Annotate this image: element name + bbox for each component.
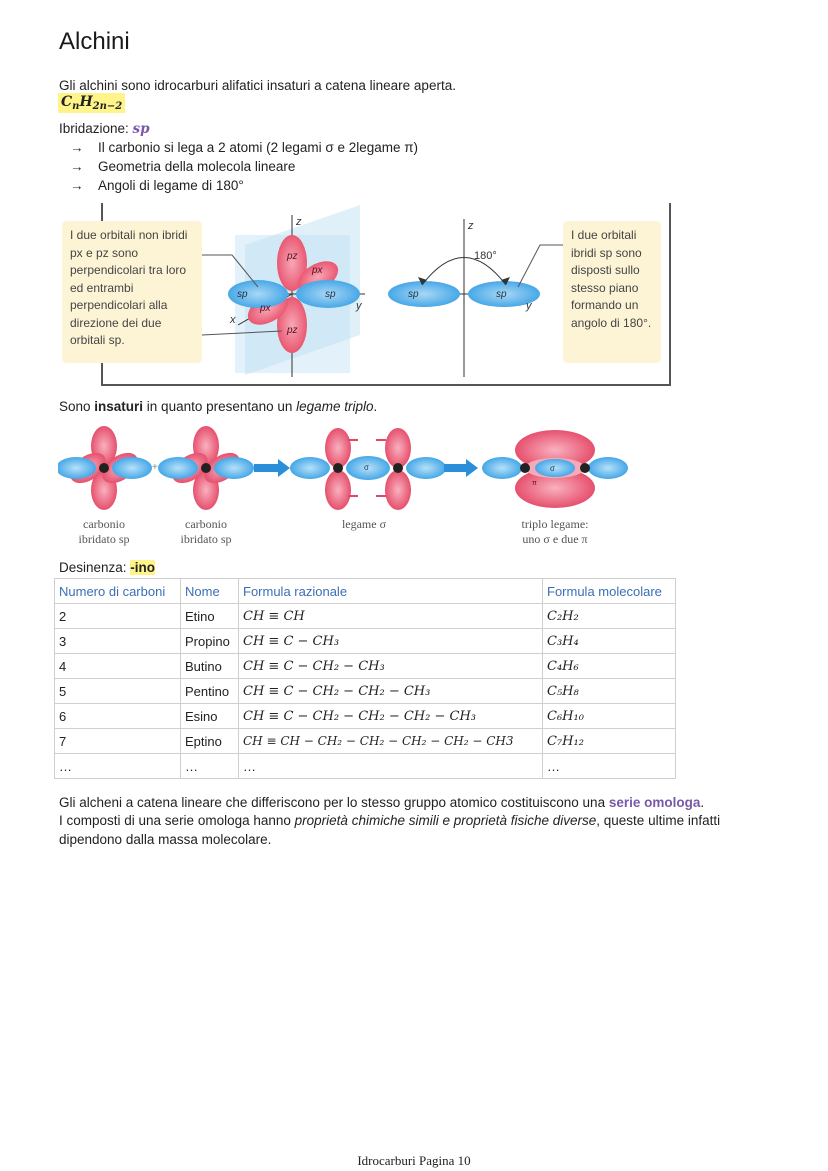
sp-label: sp — [408, 289, 419, 300]
carbon-atom-1 — [58, 426, 152, 510]
hybridization-line: Ibridazione: sp — [59, 121, 150, 137]
column-header: Nome — [181, 579, 239, 604]
closing-line-2: I composti di una serie omologa hanno proprietà chimiche simili e proprietà fisiche diverse, queste ultime infatti — [59, 813, 721, 828]
arrow-icon: → — [70, 159, 84, 174]
caption-triple: triplo legame: uno σ e due π — [521, 517, 589, 546]
px-label: px — [260, 303, 271, 314]
caption-sigma: legame σ — [341, 517, 387, 531]
alkyne-table — [54, 578, 676, 779]
right-callout: I due orbitali ibridi sp sono disposti sullo stesso piano formando un angolo di 180°. — [563, 221, 661, 363]
caption-carbon-1: carbonio ibridato sp — [78, 517, 130, 546]
leader-line — [518, 245, 563, 287]
column-header: Formula razionale — [239, 579, 543, 604]
bullet-item: → Il carbonio si lega a 2 atomi (2 legami σ e 2legame π) — [70, 140, 419, 155]
reaction-arrow-icon — [254, 459, 290, 477]
table-header-row — [55, 579, 676, 604]
column-header: Formula molecolare — [543, 579, 676, 604]
page-footer: Idrocarburi Pagina 10 — [357, 1153, 471, 1168]
caption-carbon-2: carbonio ibridato sp — [180, 517, 232, 546]
table-row: 7 Eptino CH ≡ CH − CH₂ − CH₂ − CH₂ − CH₂ − CH3 C₇H₁₂ — [55, 729, 676, 754]
reaction-arrow-icon — [444, 459, 478, 477]
sp-label: sp — [325, 289, 336, 300]
axis-y-label: y — [356, 300, 362, 312]
sigma-label: σ — [364, 463, 369, 472]
table-row: 6 Esino CH ≡ C − CH₂ − CH₂ − CH₂ − CH₃ C₆H₁₀ — [55, 704, 676, 729]
table-row: 3 Propino CH ≡ C − CH₃ C₃H₄ — [55, 629, 676, 654]
unsaturated-text: Sono insaturi in quanto presentano un legame triplo. — [59, 399, 378, 414]
closing-line-3: dipendono dalla massa molecolare. — [59, 832, 272, 847]
orbital-diagram — [200, 205, 565, 383]
px-label: px — [312, 265, 323, 276]
sp-label: sp — [496, 289, 507, 300]
triple-bond-molecule — [482, 430, 628, 508]
axis-x-label: x — [230, 314, 236, 326]
arrow-icon: → — [70, 178, 84, 193]
arrow-icon: → — [70, 140, 84, 155]
table-row: … … … … — [55, 754, 676, 779]
intro-text: Gli alchini sono idrocarburi alifatici insaturi a catena lineare aperta. — [59, 78, 456, 93]
axis-z-label: z — [468, 220, 474, 232]
page-title: Alchini — [59, 28, 130, 55]
plus-sign: + — [152, 462, 158, 473]
carbon-atom-2 — [158, 426, 254, 510]
closing-line-1: Gli alcheni a catena lineare che differiscono per lo stesso gruppo atomico costituiscono una serie omologa. — [59, 795, 705, 810]
column-header: Numero di carboni — [55, 579, 181, 604]
pz-label: pz — [287, 251, 298, 262]
axis-y-label: y — [526, 300, 532, 312]
axis-z-label: z — [296, 216, 302, 228]
bullet-item: → Geometria della molecola lineare — [70, 159, 296, 174]
angle-label: 180° — [474, 250, 497, 262]
triple-bond-figure — [58, 422, 638, 518]
sp-label: sp — [237, 289, 248, 300]
bullet-list — [70, 139, 418, 196]
ending-line: Desinenza: -ino — [59, 560, 156, 575]
sp-orbital-left — [388, 281, 460, 307]
table-row: 2 Etino CH ≡ CH C₂H₂ — [55, 604, 676, 629]
pz-label: pz — [287, 325, 298, 336]
table-row: 5 Pentino CH ≡ C − CH₂ − CH₂ − CH₃ C₅H₈ — [55, 679, 676, 704]
general-formula: $C_nH_{2n-2}$ — [58, 93, 125, 113]
bullet-item: → Angoli di legame di 180° — [70, 178, 244, 193]
left-callout: I due orbitali non ibridi px e pz sono perpendicolari tra loro ed entrambi perpendicolari alla direzione dei due orbitali sp. — [62, 221, 202, 363]
table-row: 4 Butino CH ≡ C − CH₂ − CH₃ C₄H₆ — [55, 654, 676, 679]
sigma-label: σ — [550, 464, 555, 473]
pi-label: π — [532, 480, 537, 487]
